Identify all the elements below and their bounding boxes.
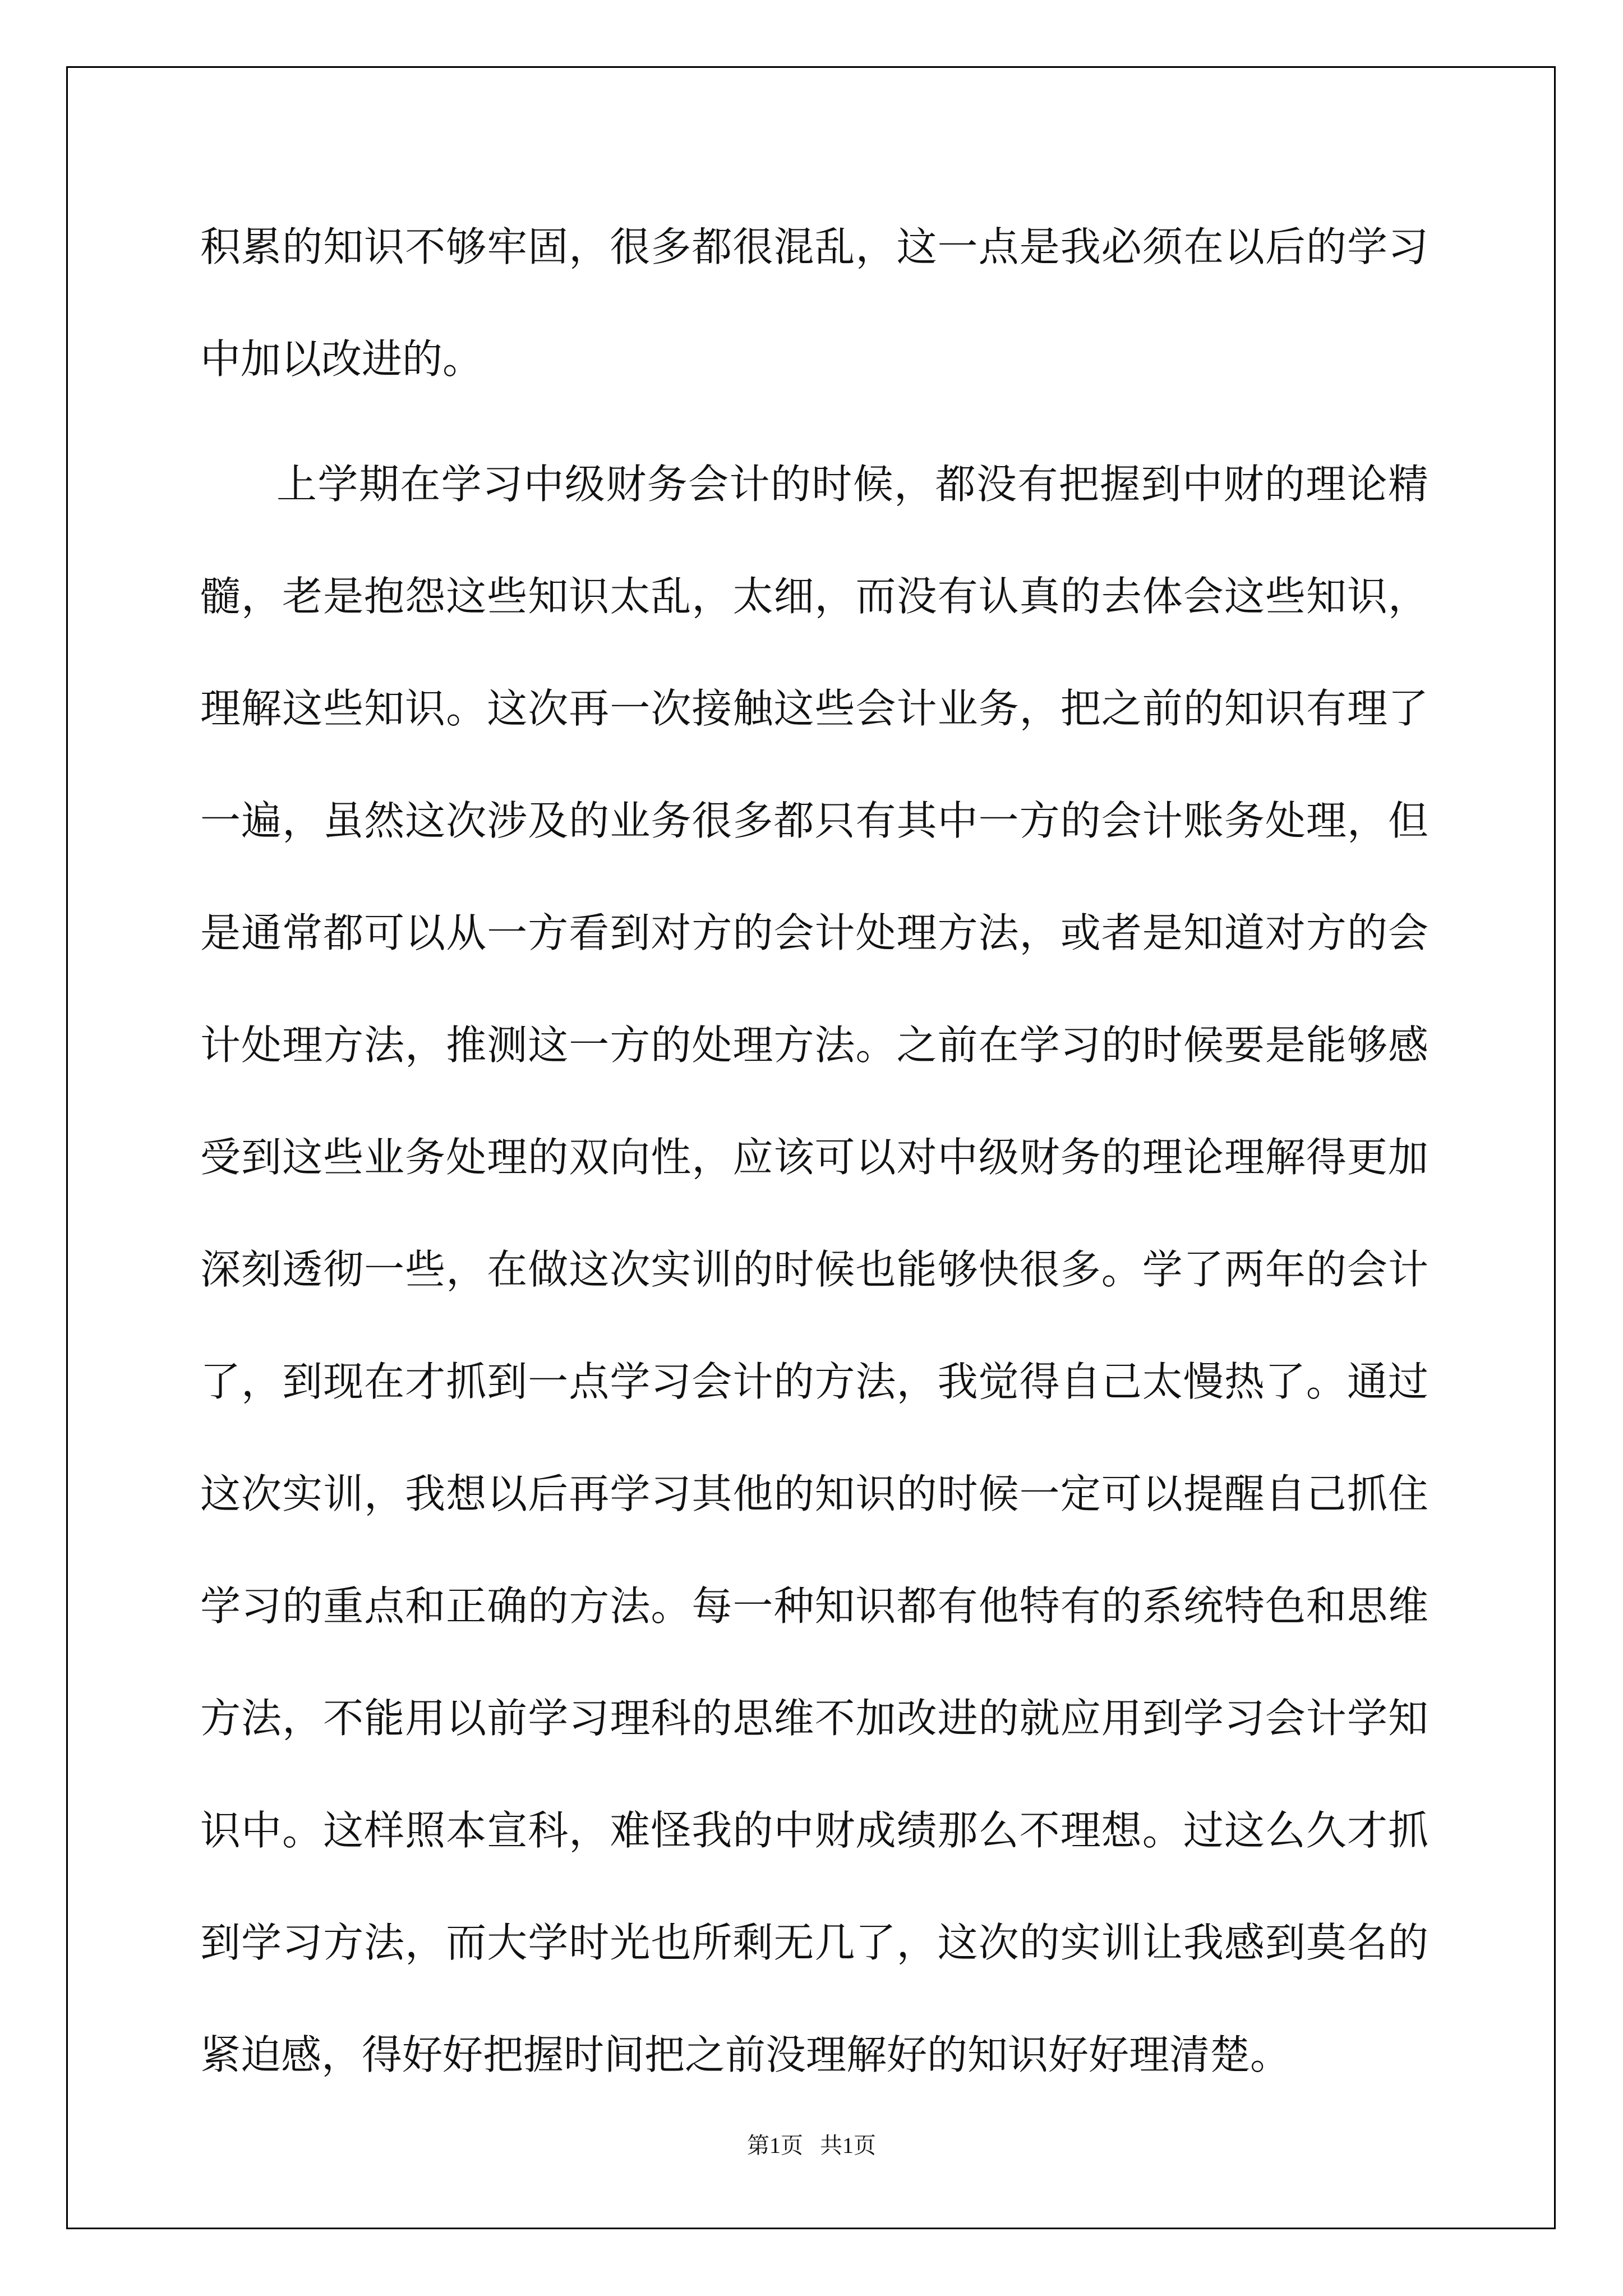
page-number: 第1页 共1页 — [747, 2133, 876, 2158]
text-line: 一遍，虽然这次涉及的业务很多都只有其中一方的会计账务处理，但 — [200, 797, 1428, 844]
text-line: 这次实训，我想以后再学习其他的知识的时候一定可以提醒自己抓住 — [200, 1470, 1428, 1517]
text-line: 学习的重点和正确的方法。每一种知识都有他特有的系统特色和思维 — [200, 1582, 1428, 1630]
text-line: 中加以改进的。 — [200, 335, 483, 383]
text-line: 受到这些业务处理的双向性，应该可以对中级财务的理论理解得更加 — [200, 1134, 1428, 1181]
text-line: 到学习方法，而大学时光也所剩无几了，这次的实训让我感到莫名的 — [200, 1919, 1428, 1966]
text-line: 计处理方法，推测这一方的处理方法。之前在学习的时候要是能够感 — [200, 1022, 1428, 1069]
text-line: 方法，不能用以前学习理科的思维不加改进的就应用到学习会计学知 — [200, 1695, 1428, 1742]
text-line: 髓，老是抱怨这些知识太乱，太细，而没有认真的去体会这些知识， — [200, 573, 1428, 620]
text-line: 紧迫感，得好好把握时间把之前没理解好的知识好好理清楚。 — [200, 2031, 1291, 2078]
text-line: 了，到现在才抓到一点学习会计的方法，我觉得自己太慢热了。通过 — [200, 1358, 1428, 1405]
text-line: 是通常都可以从一方看到对方的会计处理方法，或者是知道对方的会 — [200, 909, 1428, 956]
text-line: 理解这些知识。这次再一次接触这些会计业务，把之前的知识有理了 — [200, 685, 1428, 732]
text-line: 深刻透彻一些，在做这次实训的时候也能够快很多。学了两年的会计 — [200, 1246, 1428, 1293]
text-line: 上学期在学习中级财务会计的时候，都没有把握到中财的理论精 — [276, 461, 1428, 508]
text-line: 识中。这样照本宣科，难怪我的中财成绩那么不理想。过这么久才抓 — [200, 1807, 1428, 1854]
text-line: 积累的知识不够牢固，很多都很混乱，这一点是我必须在以后的学习 — [200, 223, 1428, 270]
